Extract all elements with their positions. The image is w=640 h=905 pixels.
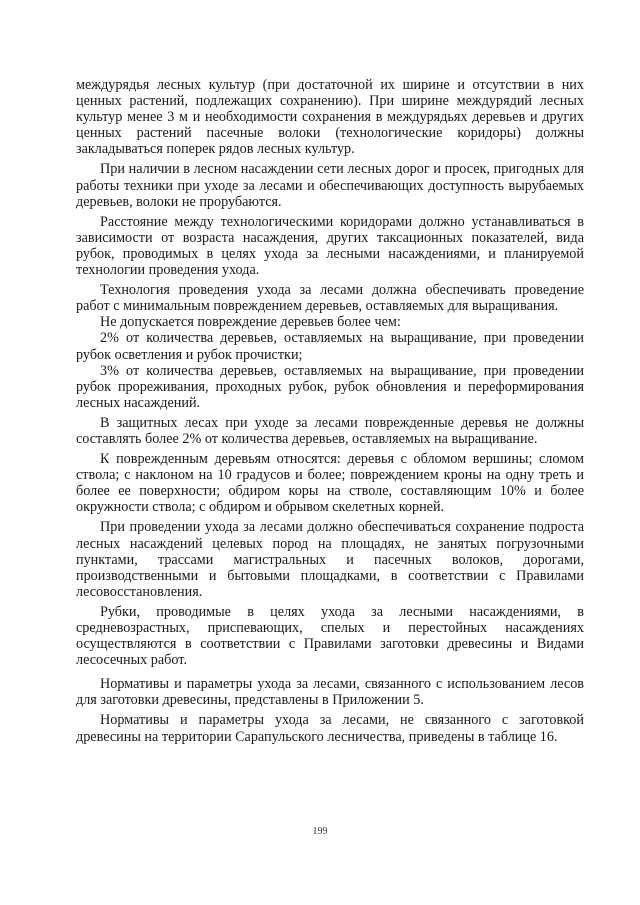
paragraph-12: Нормативы и параметры ухода за лесами, связанного с использованием лесов для заготовки древесины, представлены в Приложении 5.	[76, 676, 584, 709]
paragraph-13: Нормативы и параметры ухода за лесами, не связанного с заготовкой древесины на территории Сарапульского лесничества, приведены в таблице 16.	[76, 712, 584, 745]
paragraph-11: Рубки, проводимые в целях ухода за лесными насаждениями, в средневозрастных, приспевающих, спелых и перестойных насаждениях осуществляются в соответствии с Правилами заготовки древесины и Видами лесосечных работ.	[76, 603, 584, 669]
paragraph-3: Расстояние между технологическими коридорами должно устанавливаться в зависимости от возраста насаждения, других таксационных показателей, вида рубок, проводимых в целях ухода за лесными насаждениями, и планируемой технологии проведения ухода.	[76, 213, 584, 279]
paragraph-2: При наличии в лесном насаждении сети лесных дорог и просек, пригодных для работы техники при уходе за лесами и обеспечивающих доступность вырубаемых деревьев, волоки не прорубаются.	[76, 161, 584, 210]
paragraph-1: междурядья лесных культур (при достаточной их ширине и отсутствии в них ценных растений, подлежащих сохранению). При ширине междурядий лесных культур менее 3 м и необходимости сохранения в междурядьях деревьев и других ценных растений пасечные волоки (технологические коридоры) должны закладываться поперек рядов лесных культур.	[76, 77, 584, 158]
paragraph-5: Не допускается повреждение деревьев более чем:	[100, 314, 401, 331]
paragraph-10: При проведении ухода за лесами должно обеспечиваться сохранение подроста лесных насаждений целевых пород на площадях, не занятых погрузочными пунктами, трассами магистральных и пасечных волоков, дорогами, производственными и бытовыми площадками, в соответствии с Правилами лесовосстановления.	[76, 519, 584, 600]
page-number: 199	[312, 826, 328, 837]
paragraph-6: 2% от количества деревьев, оставляемых на выращивание, при проведении рубок осветления и рубок прочистки;	[76, 330, 584, 363]
paragraph-8: В защитных лесах при уходе за лесами поврежденные деревья не должны составлять более 2% от количества деревьев, оставляемых на выращивание.	[76, 414, 584, 447]
paragraph-4: Технология проведения ухода за лесами должна обеспечивать проведение работ с минимальным повреждением деревьев, оставляемых для выращивания.	[76, 282, 584, 315]
document-body	[76, 77, 584, 745]
paragraph-7: 3% от количества деревьев, оставляемых на выращивание, при проведении рубок прореживания, проходных рубок, рубок обновления и переформирования лесных насаждений.	[76, 362, 584, 411]
paragraph-9: К поврежденным деревьям относятся: деревья с обломом вершины; сломом ствола; с наклоном на 10 градусов и более; повреждением кроны на одну треть и более ее поверхности; обдиром коры на стволе, составляющим 10% и более окружности ствола; с обдиром и обрывом скелетных корней.	[76, 451, 584, 516]
